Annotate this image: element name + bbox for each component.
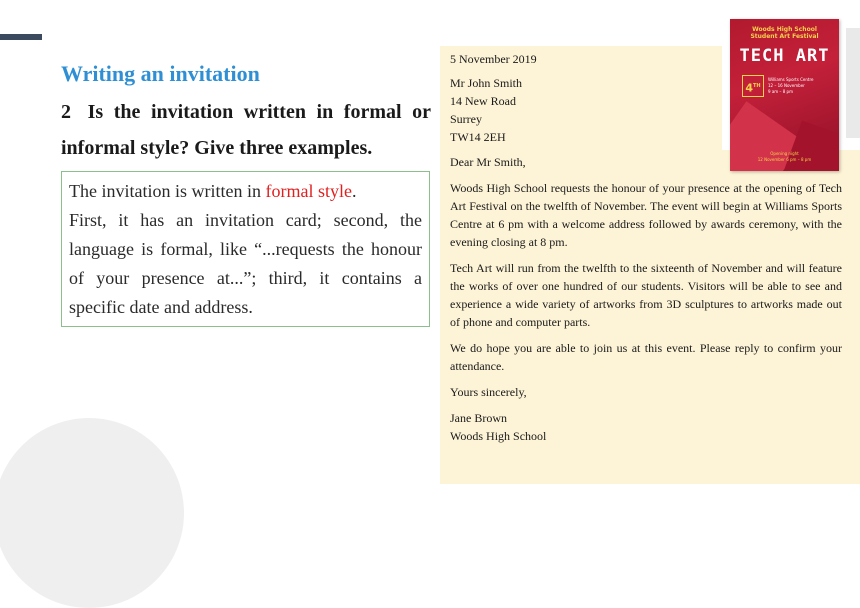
poster-info-line: 9 am – 8 pm xyxy=(768,89,793,94)
letter-date: 5 November 2019 xyxy=(450,52,537,66)
address-line: TW14 2EH xyxy=(450,130,506,144)
poster-footer xyxy=(730,151,839,163)
question-text xyxy=(61,94,431,166)
address-line: Mr John Smith xyxy=(450,76,523,90)
address-line: 14 New Road xyxy=(450,94,516,108)
poster-footer-line: Opening night xyxy=(770,151,799,156)
poster-festival: Student Art Festival xyxy=(750,33,819,40)
signature-line: Jane Brown xyxy=(450,411,507,425)
poster-info-line: Williams Sports Centre xyxy=(768,77,814,82)
answer-box xyxy=(61,171,430,327)
answer-suffix: . xyxy=(351,181,357,201)
letter-paragraph: Woods High School requests the honour of your presence at the opening of Tech Art Festival on the twelfth of November. The event will begin at Williams Sports Centre at 6 pm with a welcome address followed by awards ceremony, with the evening closing at 8 pm. xyxy=(450,181,842,249)
letter-signature xyxy=(450,409,842,445)
tech-art-poster xyxy=(730,19,839,171)
poster-footer-line: 12 November 6 pm – 8 pm xyxy=(757,157,812,162)
question-number: 2 xyxy=(61,101,71,123)
letter-paragraph: Tech Art will run from the twelfth to the sixteenth of November and will feature the works of over one hundred of our students. Visitors will be able to see and experience a wide variety of artworks from 3D sculptures to artworks made out of phone and computer parts. xyxy=(450,261,842,329)
signature-line: Woods High School xyxy=(450,429,547,443)
poster-edition-number: 4 xyxy=(745,81,754,95)
poster-info xyxy=(768,77,834,95)
decorative-circle xyxy=(0,418,184,608)
answer-body: First, it has an invitation card; second, the language is formal, like “...requests the honour of your presence at...”; third, it contains a specific date and address. xyxy=(69,210,422,317)
address-line: Surrey xyxy=(450,112,482,126)
decorative-top-bar xyxy=(0,34,42,40)
letter-paragraph: We do hope you are able to join us at this event. Please reply to confirm your attendance. xyxy=(450,341,842,373)
decorative-side-tab xyxy=(846,28,860,138)
answer-prefix: The invitation is written in xyxy=(69,181,266,201)
answer-first-line xyxy=(69,177,422,206)
letter-salutation: Dear Mr Smith, xyxy=(450,155,526,169)
poster-edition xyxy=(742,75,764,97)
poster-info-line: 12 – 16 November xyxy=(768,83,805,88)
question-body: Is the invitation written in formal or informal style? Give three examples. xyxy=(61,101,431,159)
poster-edition-suffix: TH xyxy=(753,83,761,89)
letter-closing: Yours sincerely, xyxy=(450,385,527,399)
section-title: Writing an invitation xyxy=(61,61,260,86)
answer-highlight: formal style xyxy=(265,181,352,201)
poster-school: Woods High School xyxy=(752,26,817,33)
poster-title: TECH ART xyxy=(739,46,830,66)
